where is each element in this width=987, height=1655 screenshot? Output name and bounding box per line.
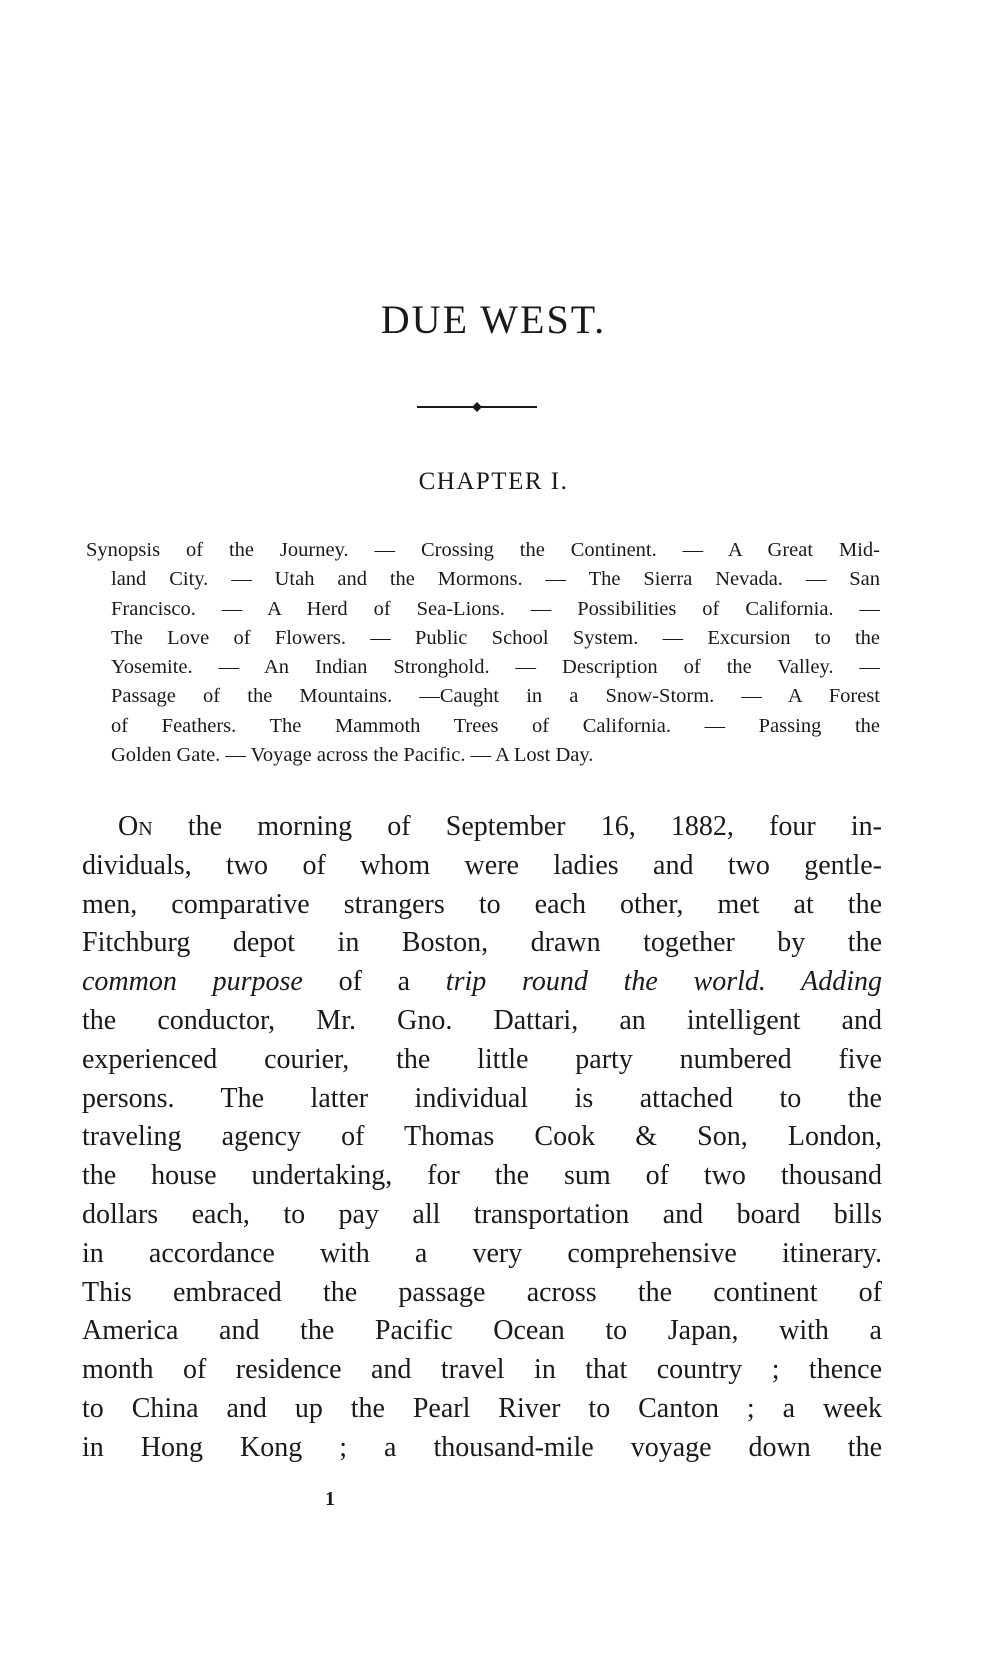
page-number: 1 (325, 1488, 335, 1510)
body-paragraph (82, 808, 882, 1468)
body-line: in Hong Kong ; a thousand-mile voyage down the (82, 1431, 882, 1463)
synopsis-line: Francisco. — A Herd of Sea-Lions. — Possibilities of California. — (111, 597, 880, 620)
synopsis-line: Yosemite. — An Indian Stronghold. — Description of the Valley. — (111, 656, 880, 679)
body-line: month of residence and travel in that country ; thence (82, 1354, 882, 1386)
body-line: to China and up the Pearl River to Canton ; a week (82, 1392, 882, 1424)
italic-text: common purpose (82, 966, 303, 998)
body-line (82, 808, 882, 847)
body-line: in accordance with a very comprehensive itinerary. (82, 1237, 882, 1269)
book-title: DUE WEST. (380, 297, 607, 342)
opening-word: On (118, 811, 153, 842)
body-line: dollars each, to pay all transportation and board bills (82, 1198, 882, 1230)
body-line (82, 963, 882, 1002)
body-line: dividuals, two of whom were ladies and two gentle- (82, 849, 882, 881)
title-ornament-rule (417, 400, 537, 414)
synopsis-line: Passage of the Mountains. —Caught in a Snow-Storm. — A Forest (111, 685, 880, 708)
synopsis-line: land City. — Utah and the Mormons. — The Sierra Nevada. — San (111, 568, 880, 591)
chapter-synopsis (86, 536, 880, 770)
body-line: This embraced the passage across the continent of (82, 1276, 882, 1308)
synopsis-line: The Love of Flowers. — Public School System. — Excursion to the (111, 626, 880, 649)
body-line: America and the Pacific Ocean to Japan, with a (82, 1315, 882, 1347)
synopsis-line: Synopsis of the Journey. — Crossing the Continent. — A Great Mid- (86, 539, 880, 561)
body-line: Fitchburg depot in Boston, drawn together by the (82, 927, 882, 959)
synopsis-line: Golden Gate. — Voyage across the Pacific. — A Lost Day. (111, 744, 594, 767)
body-line: the house undertaking, for the sum of two thousand (82, 1160, 882, 1192)
body-line: persons. The latter individual is attached to the (82, 1082, 882, 1114)
body-line: men, comparative strangers to each other, met at the (82, 888, 882, 920)
body-line: traveling agency of Thomas Cook & Son, London, (82, 1121, 882, 1153)
italic-text: trip round the world. Adding (445, 966, 882, 998)
body-text-span: the morning of September 16, 1882, four in- (152, 811, 882, 842)
synopsis-line: of Feathers. The Mammoth Trees of California. — Passing the (111, 714, 880, 737)
body-line: experienced courier, the little party numbered five (82, 1043, 882, 1075)
body-text-span: of a (302, 966, 446, 998)
chapter-heading: CHAPTER I. (418, 468, 569, 495)
body-line: the conductor, Mr. Gno. Dattari, an intelligent and (82, 1004, 882, 1036)
